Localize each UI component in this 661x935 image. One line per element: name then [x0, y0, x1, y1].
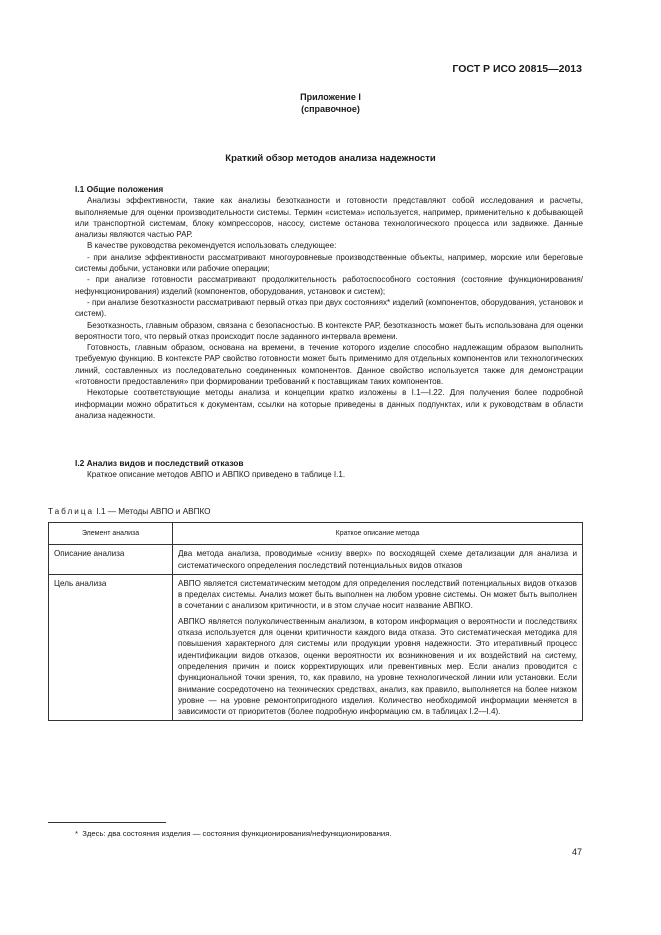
section-heading: I.2 Анализ видов и последствий отказов — [75, 458, 244, 468]
annex-subtitle: (справочное) — [301, 104, 360, 114]
paragraph: Анализы эффективности, такие как анализы безотказности и готовности представляют собой исследования и расчеты, выполняемые для оценки производительности системы. Термин «система» используется, например, применительно к добывающей или транспортной системам, блоку компрессоров, насосу, системе останова технологического процесса или задвижке. Данные анализы являются частью РАР. — [75, 196, 583, 240]
paragraph: В качестве руководства рекомендуется использовать следующее: — [87, 241, 337, 251]
paragraph: Безотказность, главным образом, связана с безопасностью. В контексте РАР, безотказность может быть использована для оценки вероятности того, что первый отказ происходит после заданного интервала времени. — [75, 320, 583, 341]
standard-header: ГОСТ Р ИСО 20815—2013 — [452, 63, 582, 75]
section-heading: I.1 Общие положения — [75, 184, 164, 194]
methods-table — [48, 522, 583, 721]
footnote-mark: * — [75, 829, 78, 838]
cell-paragraph: Два метода анализа, проводимые «снизу вверх» по восходящей схеме детализации для анализа и систематического определения последствий потенциальных видов отказов — [178, 549, 577, 570]
table-cell-element: Цель анализа — [49, 574, 173, 721]
footnote-rule — [48, 822, 166, 823]
list-item: - при анализе готовности рассматривают продолжительность работоспособного состояния (состояние функционирования/нефункционирования) изделий (компонентов, оборудования, установок и систем); — [75, 275, 583, 296]
table-caption-text: I.1 — Методы АВПО и АВПКО — [96, 507, 211, 516]
table-cell-description — [173, 545, 583, 575]
list-item: - при анализе безотказности рассматривают первый отказ при двух состояниях* изделий (компонентов, оборудования, установок и систем). — [75, 297, 583, 319]
section-fmea — [75, 458, 583, 481]
paragraph: Некоторые соответствующие методы анализа и концепции кратко изложены в I.1—I.22. Для получения более подробной информации можно обратиться к документам, ссылки на которые приведены в данных подпунктах, или к руководствам в области анализа надежности. — [75, 388, 583, 420]
cell-paragraph: АВПКО является полуколичественным анализом, в котором информация о вероятности и последствиях отказа используется для оценки критичности каждого вида отказа. Это систематическая методика для повышения характерного для системы или продукции уровня надежности. Это итеративный процесс идентификации видов отказов, оценки вероятности их возникновения и их воздействий на систему, определения причин и поиск корректирующих или превентивных мер. Если анализ проводится с функциональной точки зрения, то, как правило, на уровне технологической линии или установки. Если внимание сосредоточено на технических средствах, анализ, как правило, выполняется на более низком уровне — на уровне ремонтопригодного изделия. Количество необходимой информации меняется в зависимости от приоритетов (более подробную информацию см. в таблицах I.2—I.4). — [178, 616, 577, 717]
annex-title: Приложение I — [300, 92, 361, 102]
cell-paragraph: АВПО является систематическим методом для определения последствий потенциальных видов отказов в пределах системы. Анализ может быть выполнен на любом уровне системы. Он может быть выполнен в сочетании с анализом критичности, и в этом случае носит название АВПКО. — [178, 578, 577, 611]
column-header: Краткое описание метода — [173, 523, 583, 545]
footnote-text: Здесь: два состояния изделия — состояния функционирования/нефункционирования. — [82, 829, 392, 838]
table-cell-element: Описание анализа — [49, 545, 173, 575]
table-caption — [48, 507, 211, 516]
section-general — [75, 184, 583, 421]
column-header: Элемент анализа — [49, 523, 173, 545]
table-caption-word: Таблица — [48, 507, 95, 516]
table-header-row — [49, 523, 583, 545]
table-row — [49, 574, 583, 721]
table-row — [49, 545, 583, 575]
main-title: Краткий обзор методов анализа надежности — [225, 153, 436, 164]
paragraph: Краткое описание методов АВПО и АВПКО приведено в таблице I.1. — [87, 470, 346, 480]
annex-heading — [0, 91, 661, 115]
table-cell-description — [173, 574, 583, 721]
list-item: - при анализе эффективности рассматривают многоуровневые производственные объекты, например, морские или береговые системы добычи, установки или рабочие операции; — [75, 252, 583, 274]
paragraph: Готовность, главным образом, основана на времени, в течение которого изделие способно надлежащим образом выполнить требуемую функцию. В контексте РАР свойство готовности может быть применимо для отдельных компонентов или технологических линий, составленных из последовательно соединенных компонентов. Данное свойство используется также для демонстрации «готовности предоставления» при формировании требований к поставщикам таких компонентов. — [75, 343, 583, 387]
page-number: 47 — [571, 847, 582, 857]
footnote — [75, 829, 392, 838]
